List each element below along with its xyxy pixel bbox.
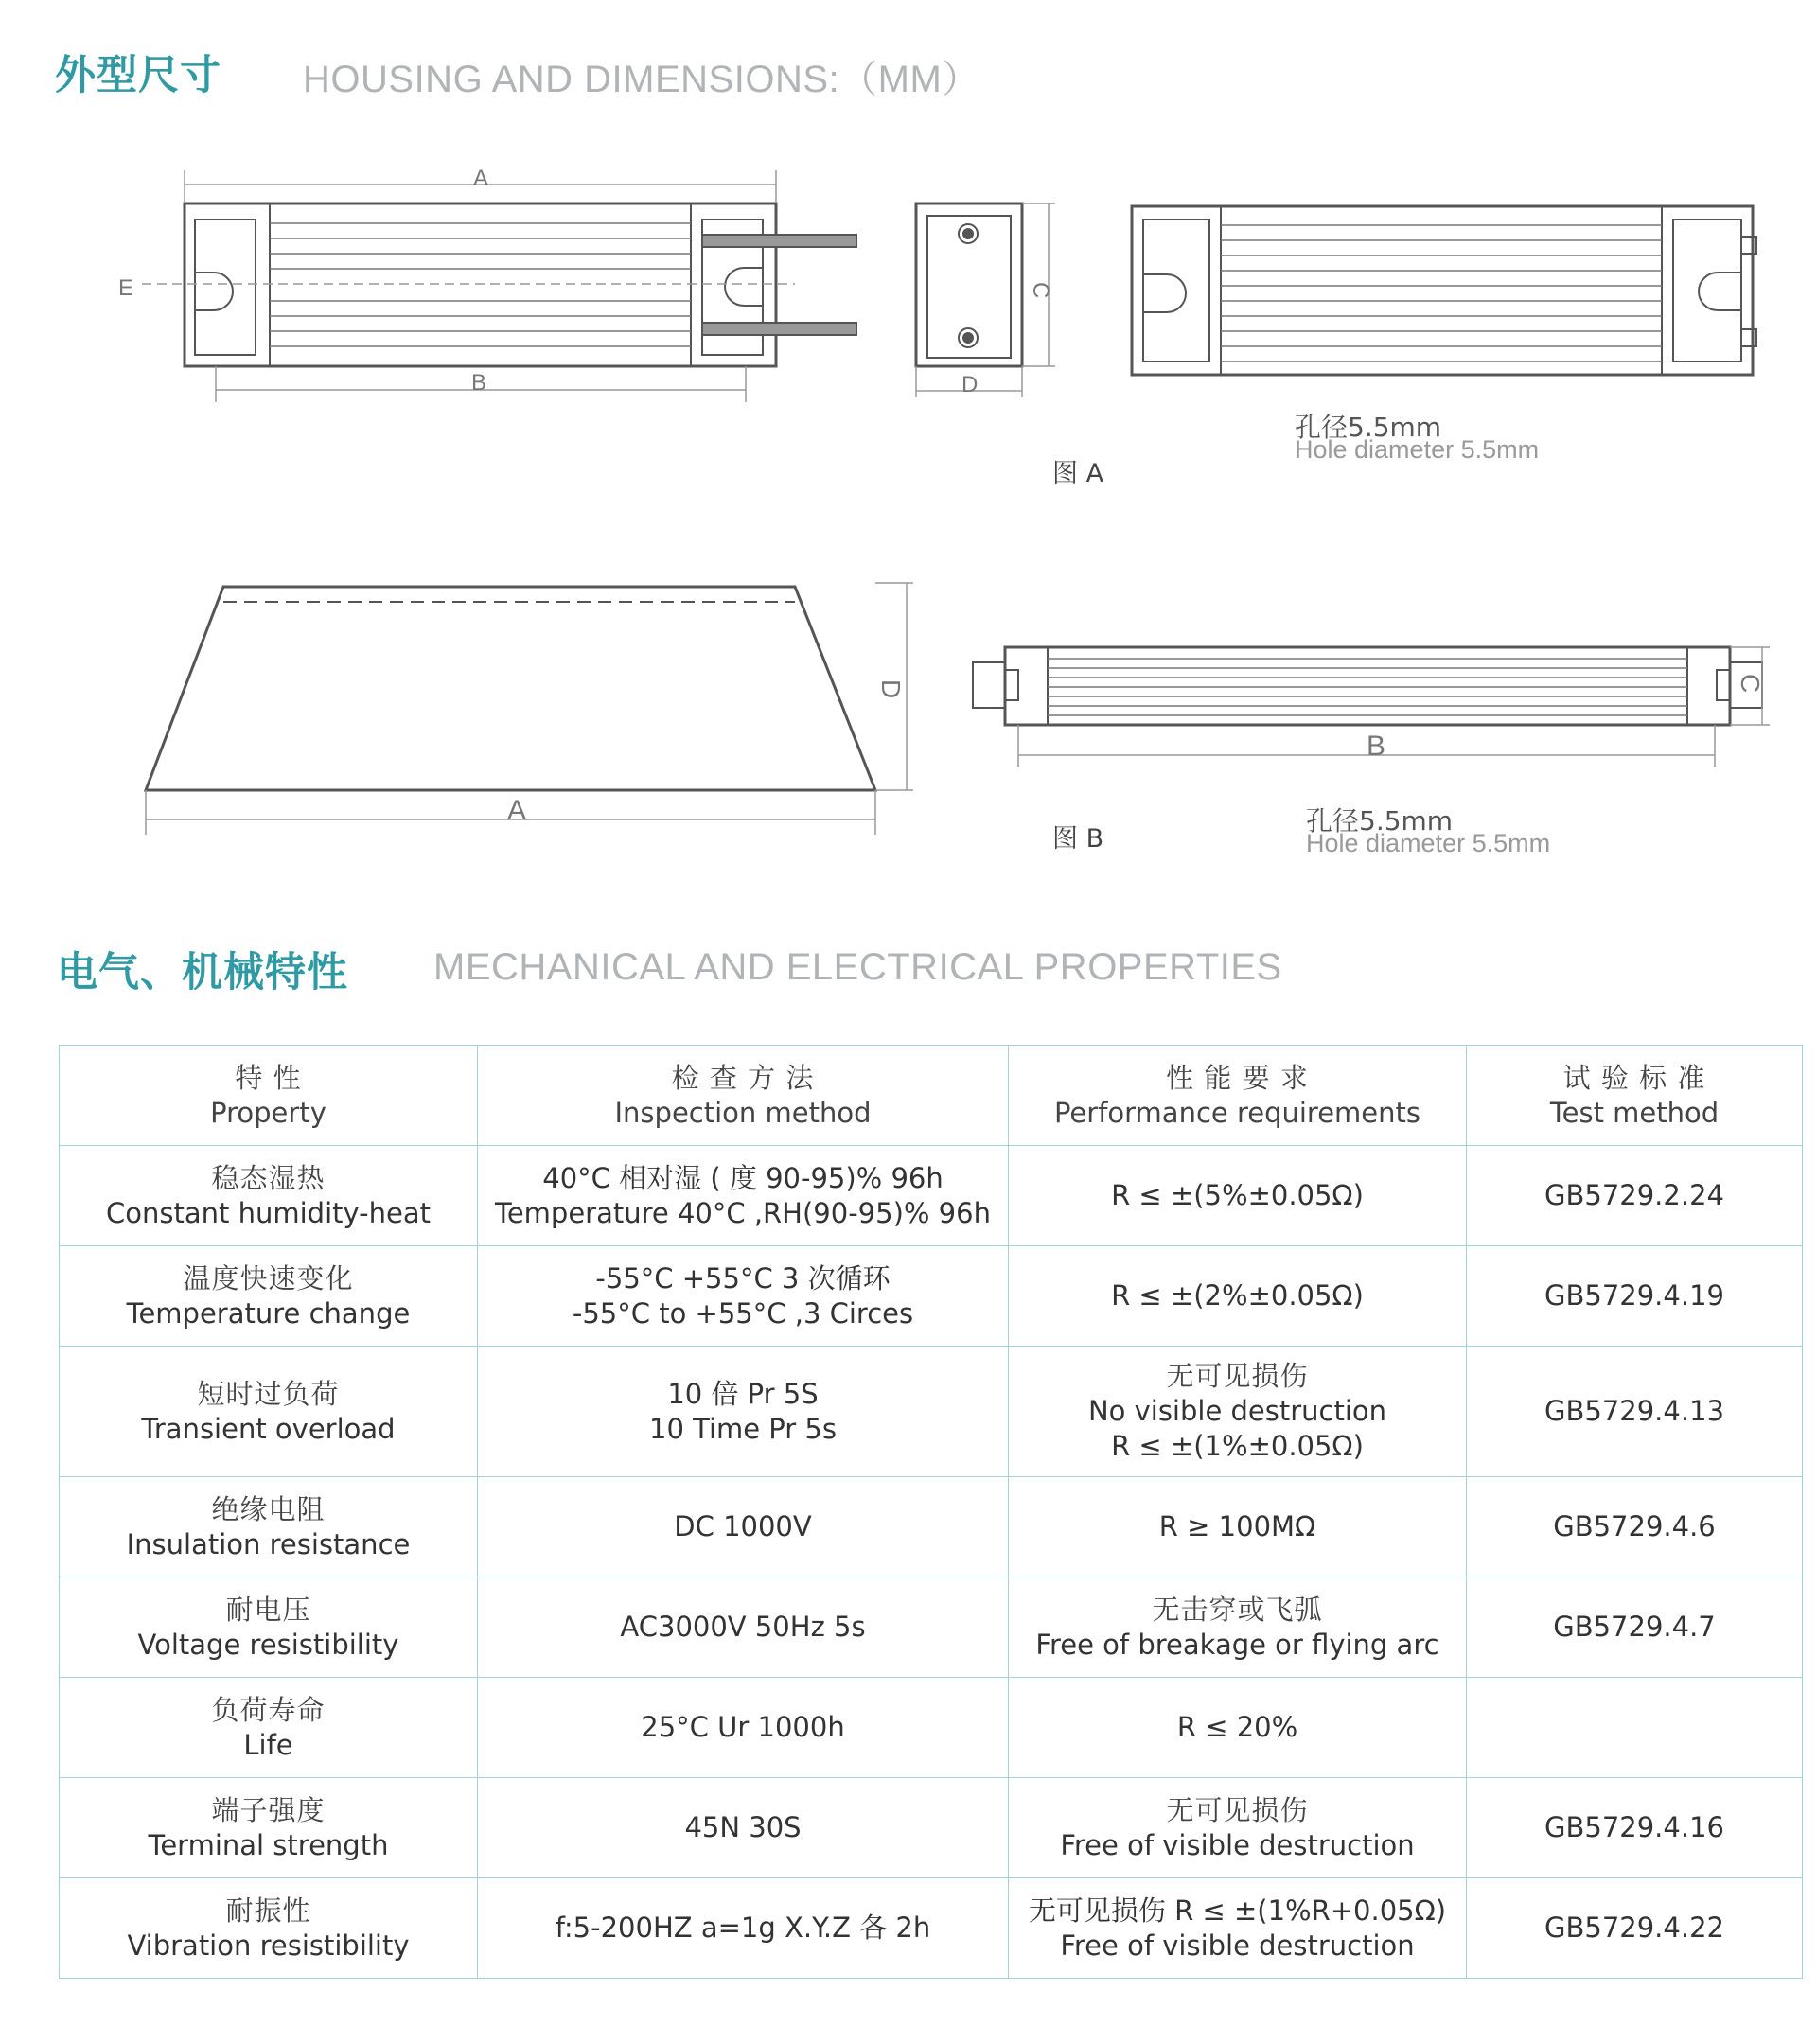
cell-performance: 无击穿或飞弧 Free of breakage or flying arc [1009,1577,1467,1678]
cell-test: GB5729.4.7 [1467,1577,1803,1678]
dim-label-d2: D [876,679,906,699]
cell-test: GB5729.4.6 [1467,1477,1803,1577]
cell-property: 负荷寿命 Life [60,1678,478,1778]
dim-label-a2: A [507,795,527,826]
cell-performance: 无可见损伤 No visible destruction R ≤ ±(1%±0.05Ω) [1009,1347,1467,1477]
section-title-cn-housing: 外型尺寸 [55,52,221,99]
cell-test: GB5729.4.16 [1467,1778,1803,1878]
section-title-cn-properties: 电气、机械特性 [57,949,348,996]
table-header-row [60,1046,1803,1146]
figure-a-hole-en: Hole diameter 5.5mm [1295,435,1540,464]
cell-test: GB5729.2.24 [1467,1146,1803,1246]
table-row [60,1347,1803,1477]
resistor-top-view-drawing-a [1132,206,1756,375]
section-title-en-properties: MECHANICAL AND ELECTRICAL PROPERTIES [433,946,1282,988]
cell-property: 绝缘电阻 Insulation resistance [60,1477,478,1577]
cell-method: 25°C Ur 1000h [478,1678,1009,1778]
table-row [60,1477,1803,1577]
cell-performance: 无可见损伤 Free of visible destruction [1009,1778,1467,1878]
table-row [60,1246,1803,1347]
cell-method: 40°C 相对湿 ( 度 90-95)% 96h Temperature 40°C ,RH(90-95)% 96h [478,1146,1009,1246]
figure-a-label: 图 A [1052,459,1104,488]
properties-table [59,1045,1803,1979]
cell-property: 耐振性 Vibration resistibility [60,1878,478,1979]
cell-property: 耐电压 Voltage resistibility [60,1577,478,1678]
figure-b-hole-cn: 孔径5.5mm [1306,805,1454,837]
table-row [60,1577,1803,1678]
cell-test [1467,1678,1803,1778]
cell-method: -55°C +55°C 3 次循环 -55°C to +55°C ,3 Circes [478,1246,1009,1347]
cell-test: GB5729.4.22 [1467,1878,1803,1979]
dim-label-a1: A [473,166,489,191]
figure-a-hole-cn: 孔径5.5mm [1295,412,1442,443]
heatsink-fins-a [270,223,691,346]
dim-label-e1: E [118,275,134,301]
table-row [60,1778,1803,1878]
cell-method: AC3000V 50Hz 5s [478,1577,1009,1678]
figure-b-label: 图 B [1052,824,1104,854]
cell-performance: R ≥ 100MΩ [1009,1477,1467,1577]
header-test-method: 试 验 标 准 Test method [1467,1046,1803,1146]
resistor-side-view-drawing [185,203,856,366]
header-property: 特 性 Property [60,1046,478,1146]
table-row [60,1146,1803,1246]
cell-performance: R ≤ ±(5%±0.05Ω) [1009,1146,1467,1246]
table-row [60,1878,1803,1979]
cell-method: f:5-200HZ a=1g X.Y.Z 各 2h [478,1878,1009,1979]
dim-label-d1: D [961,372,979,397]
cell-performance: 无可见损伤 R ≤ ±(1%R+0.05Ω) Free of visible destruction [1009,1878,1467,1979]
cell-test: GB5729.4.19 [1467,1246,1803,1347]
cell-method: 10 倍 Pr 5S 10 Time Pr 5s [478,1347,1009,1477]
cell-property: 端子强度 Terminal strength [60,1778,478,1878]
header-performance-requirements: 性 能 要 求 Performance requirements [1009,1046,1467,1146]
dimension-drawings [0,0,1817,871]
cell-performance: R ≤ ±(2%±0.05Ω) [1009,1246,1467,1347]
cell-property: 温度快速变化 Temperature change [60,1246,478,1347]
cell-performance: R ≤ 20% [1009,1678,1467,1778]
figure-b-hole-en: Hole diameter 5.5mm [1306,829,1551,857]
resistor-end-view-drawing [916,203,1022,366]
cell-method: DC 1000V [478,1477,1009,1577]
cell-test: GB5729.4.13 [1467,1347,1803,1477]
dim-label-c2: C [1736,674,1765,694]
table-row [60,1678,1803,1778]
dim-label-c1: C [1028,282,1053,299]
dim-label-b2: B [1367,731,1386,762]
dim-label-b1: B [471,370,487,396]
cell-property: 稳态湿热 Constant humidity-heat [60,1146,478,1246]
header-inspection-method: 检 查 方 法 Inspection method [478,1046,1009,1146]
resistor-profile-drawing [146,587,875,790]
section-title-en-housing: HOUSING AND DIMENSIONS:（MM） [303,59,980,100]
cell-property: 短时过负荷 Transient overload [60,1347,478,1477]
cell-method: 45N 30S [478,1778,1009,1878]
